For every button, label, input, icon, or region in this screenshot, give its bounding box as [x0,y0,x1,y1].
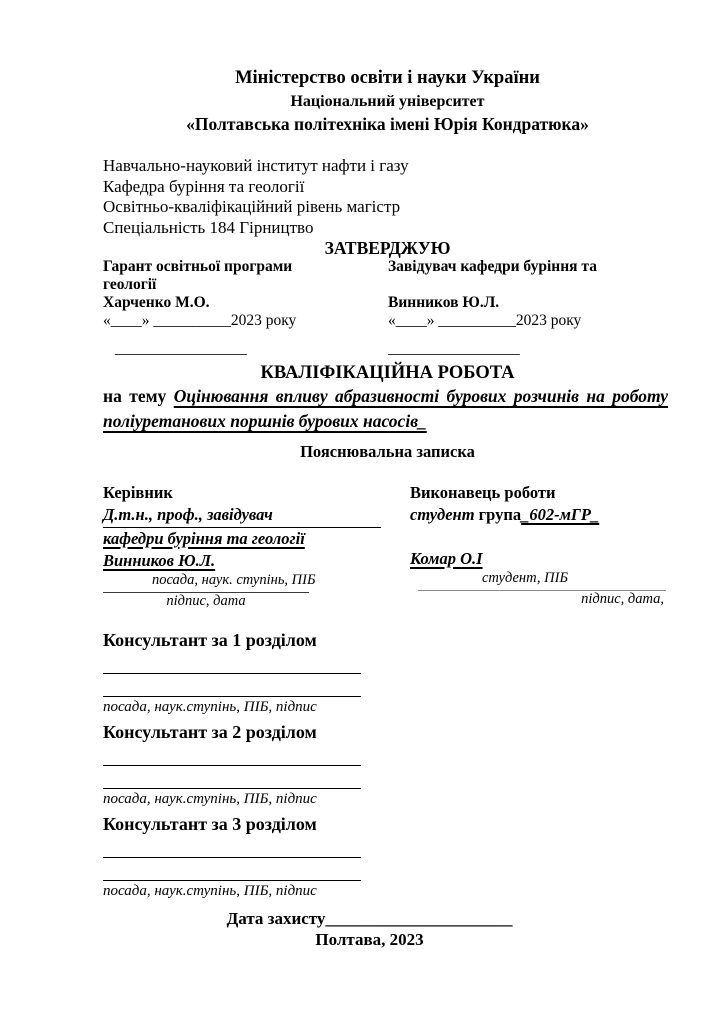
qualification-work-title: КВАЛІФІКАЦІЙНА РОБОТА [260,363,515,383]
guarantor-title-line-1: Гарант освітньої програми [103,258,293,275]
approve-heading: ЗАТВЕРДЖУЮ [324,238,451,258]
defense-date-row [103,908,636,929]
executor-label: Виконавець роботи [410,483,556,502]
consultant-1-title: Консультант за 1 розділом [103,630,317,650]
guarantor-date-blank: «____» __________2023 року [103,312,297,329]
ministry-line: Міністерство освіти і науки України [235,68,540,88]
head-signature-blank: _________________ [388,340,520,357]
executor-student-word: студент [410,505,475,524]
supervisor-column [103,482,410,610]
people-block [103,482,724,610]
supervisor-name: Винников Ю.Л. [103,551,216,570]
approve-left-column [103,258,388,358]
consultant-2-section [103,722,724,807]
supervisor-position-row-2 [103,528,410,550]
defense-date-label: Дата захисту [226,909,326,928]
spacer-row [388,276,672,294]
consultants-block [0,630,724,899]
supervisor-caption: посада, наук. ступінь, ПІБ [152,572,316,588]
head-of-department-title: Завідувач кафедри буріння та [388,258,597,275]
consultant-3-title: Консультант за 3 розділом [103,814,317,834]
spacer-row [410,526,724,548]
consultant-1-caption: посада, наук.ступінь, ПІБ, підпис [103,699,317,715]
theme-label: на тему [103,386,167,406]
guarantor-name: Харченко М.О. [103,294,210,311]
supervisor-position-line-1: Д.т.н., проф., завідувач [103,504,381,528]
education-level-line: Освітньо-кваліфікаційний рівень магістр [103,197,401,216]
explanatory-note-subtitle: Пояснювальна записка [300,442,475,461]
theme-paragraph [103,384,668,434]
defense-date-blank: ______________________ [325,909,513,928]
header [103,66,672,136]
head-of-department-name: Винников Ю.Л. [388,294,500,311]
supervisor-name-row [103,550,410,572]
consultant-3-blank-line-2 [103,858,361,881]
guarantor-signature-blank: _________________ [115,340,247,357]
head-date-blank: «____» __________2023 року [388,312,582,329]
supervisor-position-row [103,504,410,528]
approve-block [103,258,672,358]
consultant-2-caption: посада, наук.ступінь, ПІБ, підпис [103,791,317,807]
consultant-1-blank-line-1 [103,651,361,674]
executor-group-row [410,504,724,526]
guarantor-title-line-2: геології [103,276,157,293]
department-line: Кафедра буріння та геології [103,176,305,196]
city-year-line: Полтава, 2023 [315,930,424,949]
executor-group-word: група [474,505,522,524]
consultant-1-blank-line-2 [103,674,361,697]
executor-name: Комар О.І [410,549,483,568]
supervisor-label: Керівник [103,483,173,502]
supervisor-sign-caption: підпис, дата [166,593,246,609]
executor-column [410,482,724,610]
consultant-3-section [103,814,724,899]
speciality-line: Спеціальність 184 Гірництво [103,217,314,237]
approve-right-column [388,258,672,358]
theme-text: Оцінювання впливу абразивності бурових розчинів на роботу поліуретанових поршнів бурових насосів_ [103,386,668,431]
consultant-1-section [103,630,724,715]
executor-caption: студент, ПІБ [482,570,569,586]
institute-line: Навчально-науковий інститут нафти і газу [103,156,409,175]
supervisor-position-line-2: кафедри буріння та геології [103,529,305,548]
consultant-3-caption: посада, наук.ступінь, ПІБ, підпис [103,883,317,899]
institute-block [103,156,672,238]
executor-sign-caption: підпис, дата, [581,591,664,607]
executor-name-row [410,548,724,570]
university-line: Національний університет [290,93,485,110]
executor-group-value: _602-мГР_ [521,505,600,524]
consultant-3-blank-line-1 [103,835,361,858]
consultant-2-title: Консультант за 2 розділом [103,722,317,742]
consultant-2-blank-line-2 [103,766,361,789]
consultant-2-blank-line-1 [103,743,361,766]
university-name-line: «Полтавська політехніка імені Юрія Кондратюка» [186,114,589,134]
